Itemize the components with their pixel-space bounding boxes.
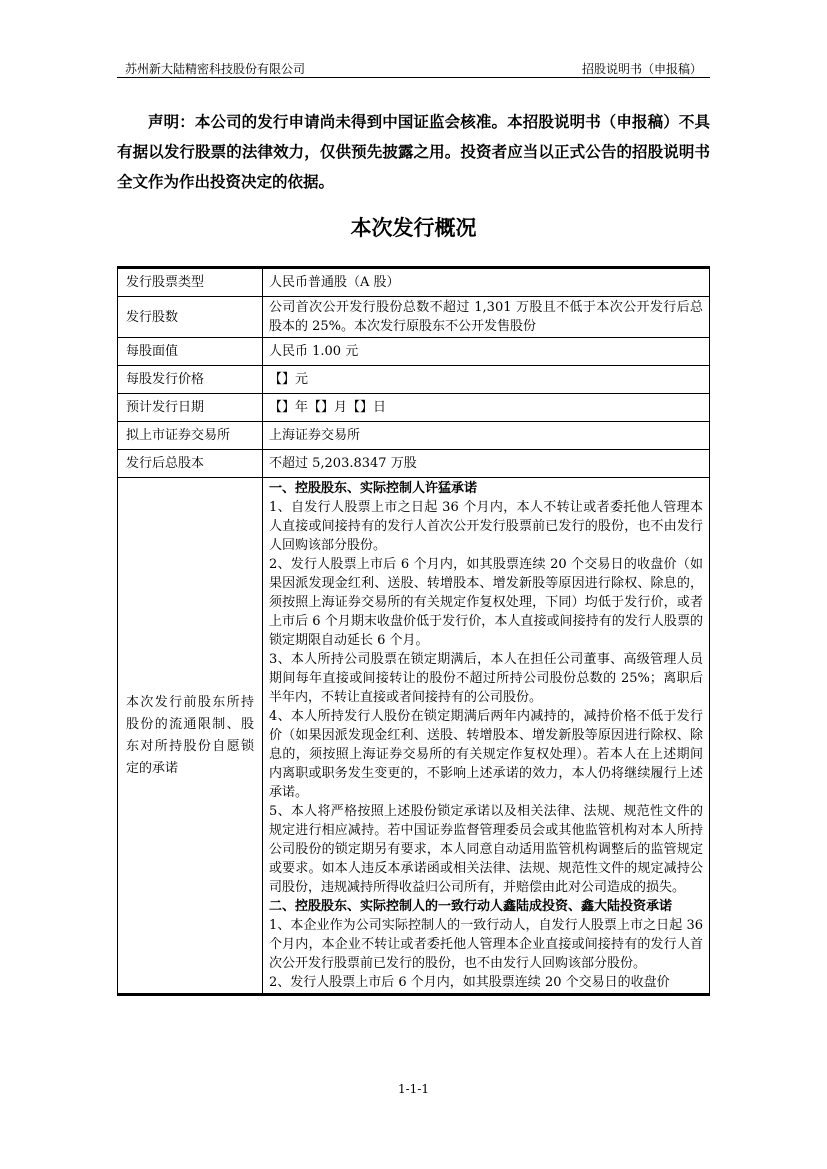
table-row	[118, 394, 710, 422]
lockup-heading-1: 一、控股股东、实际控制人许猛承诺	[269, 481, 478, 496]
row-value: 不超过 5,203.8347 万股	[263, 450, 710, 478]
header-company: 苏州新大陆精密科技股份有限公司	[125, 62, 306, 76]
row-label: 每股面值	[118, 338, 263, 366]
row-value: 人民币 1.00 元	[263, 338, 710, 366]
row-value: 上海证券交易所	[263, 422, 710, 450]
lockup-paragraph: 2、发行人股票上市后 6 个月内，如其股票连续 20 个交易日的收盘价	[269, 975, 670, 990]
row-label: 每股发行价格	[118, 366, 263, 394]
row-value: 公司首次公开发行股份总数不超过 1,301 万股且不低于本次公开发行后总股本的 25%。本次发行原股东不公开发售股份	[263, 297, 710, 338]
page-header	[117, 58, 710, 78]
row-value: 人民币普通股（A 股）	[263, 268, 710, 297]
page-number: 1-1-1	[397, 1082, 429, 1096]
row-value: 【】年【】月【】日	[263, 394, 710, 422]
table-row	[118, 297, 710, 338]
row-label: 发行后总股本	[118, 450, 263, 478]
header-doc-type: 招股说明书（申报稿）	[581, 62, 702, 76]
row-label: 预计发行日期	[118, 394, 263, 422]
declaration: 声明：本公司的发行申请尚未得到中国证监会核准。本招股说明书（申报稿）不具有据以发行股票的法律效力，仅供预先披露之用。投资者应当以正式公告的招股说明书全文作为作出投资决定的依据。	[117, 112, 710, 191]
offering-overview-table	[117, 266, 710, 996]
row-label: 拟上市证券交易所	[118, 422, 263, 450]
table-row	[118, 422, 710, 450]
header-rule	[117, 77, 710, 78]
lockup-paragraph: 5、本人将严格按照上述股份锁定承诺以及相关法律、法规、规范性文件的规定进行相应减持。若中国证券监督管理委员会或其他监管机构对本人所持公司股份的锁定期另有要求，本人同意自动适用监管机构调整后的监管规定或要求。如本人违反本承诺函或相关法律、法规、规范性文件的规定减持公司股份，违规减持所得收益归公司所有，并赔偿由此对公司造成的损失。	[269, 804, 703, 895]
lockup-paragraph: 4、本人所持发行人股份在锁定期满后两年内减持的，减持价格不低于发行价（如果因派发现金红利、送股、转增股本、增发新股等原因进行除权、除息的，须按照上海证券交易所的有关规定作复权处理）。若本人在上述期间内离职或职务发生变更的，不影响上述承诺的效力，本人仍将继续履行上述承诺。	[269, 709, 703, 800]
lockup-paragraph: 3、本人所持公司股票在锁定期满后，本人在担任公司董事、高级管理人员期间每年直接或间接转让的股份不超过所持公司股份总数的 25%；离职后半年内，不转让直接或者间接持有的公司股份。	[269, 652, 703, 705]
table-row	[118, 338, 710, 366]
table-row	[118, 268, 710, 297]
lockup-heading-2: 二、控股股东、实际控制人的一致行动人鑫陆成投资、鑫大陆投资承诺	[269, 899, 673, 914]
lockup-paragraph: 1、自发行人股票上市之日起 36 个月内，本人不转让或者委托他人管理本人直接或间接持有的发行人首次公开发行股票前已发行的股份，也不由发行人回购该部分股份。	[269, 500, 703, 553]
row-label: 发行股数	[118, 297, 263, 338]
lockup-label: 本次发行前股东所持股份的流通限制、股东对所持股份自愿锁定的承诺	[118, 478, 263, 995]
lockup-paragraph: 1、本企业作为公司实际控制人的一致行动人，自发行人股票上市之日起 36 个月内，本企业不转让或者委托他人管理本企业直接或间接持有的发行人首次公开发行股票前已发行的股份，也不由发行人回购该部分股份。	[269, 918, 703, 971]
row-value: 【】元	[263, 366, 710, 394]
table-row	[118, 450, 710, 478]
page-title: 本次发行概况	[350, 215, 477, 240]
row-label: 发行股票类型	[118, 268, 263, 297]
table-row-lockup	[118, 478, 710, 995]
lockup-paragraph: 2、发行人股票上市后 6 个月内，如其股票连续 20 个交易日的收盘价（如果因派发现金红利、送股、转增股本、增发新股等原因进行除权、除息的，须按照上海证券交易所的有关规定作复权处理，下同）均低于发行价，或者上市后 6 个月期末收盘价低于发行价，本人直接或间接持有的发行人股票的锁定期限自动延长 6 个月。	[269, 557, 703, 648]
lockup-commitments	[263, 478, 710, 995]
table-row	[118, 366, 710, 394]
